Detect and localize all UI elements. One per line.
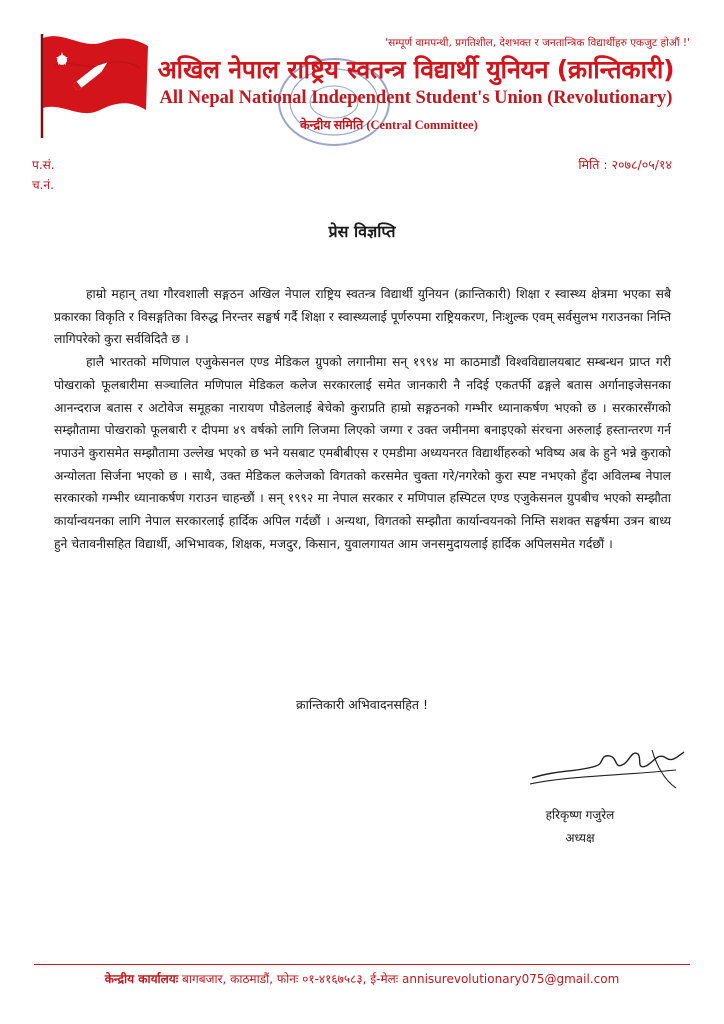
body-text (54, 283, 671, 555)
document-title: प्रेस विज्ञप्ति (328, 222, 396, 241)
letter-number-label: प.सं. (32, 158, 55, 172)
footer-address: बागबजार, काठमाडौं, फोनः ०१-४१६७५८३, ई-मेलः (182, 972, 399, 986)
footer-divider (34, 964, 690, 965)
slogan: 'सम्पूर्ण वामपन्थी, प्रगतिशील, देशभक्त र जनतान्त्रिक विद्यार्थीहरु एकजुट होऔं !' (385, 37, 690, 49)
dispatch-number-label: च.नं. (32, 178, 54, 192)
organization-name-english: All Nepal National Independent Student's Union (Revolutionary) (159, 88, 673, 108)
signer-role: अध्यक्ष (565, 831, 595, 845)
paragraph-2: हालै भारतको मणिपाल एजुकेसनल एण्ड मेडिकल ग्रुपको लगानीमा सन् १९९४ मा काठमाडौं विश्वविद्यालयबाट सम्बन्धन प्राप्त गरी पोखराको फूलबारीमा सञ्चालित मणिपाल मेडिकल कलेज सरकारलाई समेत जानकारी नै नदिई एकतर्फी ढङ्गले बतास अर्गानाइजेसनका आनन्दराज बतास र अटोवेज समूहका नारायण पौडेललाई बेचेको कुराप्रति हाम्रो सङ्गठनको गम्भीर ध्यानाकर्षण भएको छ । सरकारसँगको सम्झौतामा पोखराको फूलबारी र दीपमा ४९ वर्षको लागि लिजमा लिएको जग्गा र उक्त जमीनमा बनाइएको संरचना अरुलाई हस्तान्तरण गर्न नपाउने कुरासमेत सम्झौतामा उल्लेख भएको छ भने यसबाट एमबीबीएस र एमडीमा अध्ययनरत विद्यार्थीहरुको भविष्य अब के हुने भन्ने कुराको अन्योलता सिर्जना भएको छ । साथै, उक्त मेडिकल कलेजको विगतको करसमेत चुक्ता गरे/नगरेको कुरा स्पष्ट नभएको हुँदा अविलम्ब नेपाल सरकारको गम्भीर ध्यानाकर्षण गराउन चाहन्छौं । सन् १९९२ मा नेपाल सरकार र मणिपाल हस्पिटल एण्ड एजुकेसनल ग्रुपबीच भएको सम्झौता कार्यान्वयनका लागि नेपाल सरकारलाई हार्दिक अपिल गर्दछौं । अन्यथा, विगतको सम्झौता कार्यान्वयनको निम्ति सशक्त सङ्घर्षमा उत्रन बाध्य हुने चेतावनीसहित विद्यार्थी, अभिभावक, शिक्षक, मजदुर, किसान, युवालगायत आम जनसमुदायलाई हार्दिक अपिलसमेत गर्दछौं । (54, 355, 671, 551)
footer-office-label: केन्द्रीय कार्यालयः (104, 972, 179, 986)
committee-label: केन्द्रीय समिति (Central Committee) (300, 118, 478, 132)
date: मिति : २०७८/०५/१४ (578, 157, 672, 172)
closing-salutation: क्रान्तिकारी अभिवादनसहित ! (296, 697, 428, 712)
signer-name: हरिकृष्ण गजुरेल (545, 808, 615, 822)
signature-icon (526, 736, 690, 796)
organization-name-nepali: अखिल नेपाल राष्ट्रिय स्वतन्त्र विद्यार्थी युनियन (क्रान्तिकारी) (157, 55, 675, 84)
paragraph-1: हाम्रो महान् तथा गौरवशाली सङ्गठन अखिल नेपाल राष्ट्रिय स्वतन्त्र विद्यार्थी युनियन (क्रान्तिकारी) शिक्षा र स्वास्थ्य क्षेत्रमा भएका सबै प्रकारका विकृति र विसङ्गतिका विरुद्ध निरन्तर सङ्घर्ष गर्दै शिक्षा र स्वास्थ्यलाई पूर्णरुपमा राष्ट्रियकरण, निःशुल्क एवम् सर्वसुलभ गराउनका निम्ति लागिपरेको कुरा सर्वविदितै छ । (54, 287, 671, 347)
footer (0, 970, 724, 987)
footer-email: annisurevolutionary075@gmail.com (402, 972, 620, 986)
